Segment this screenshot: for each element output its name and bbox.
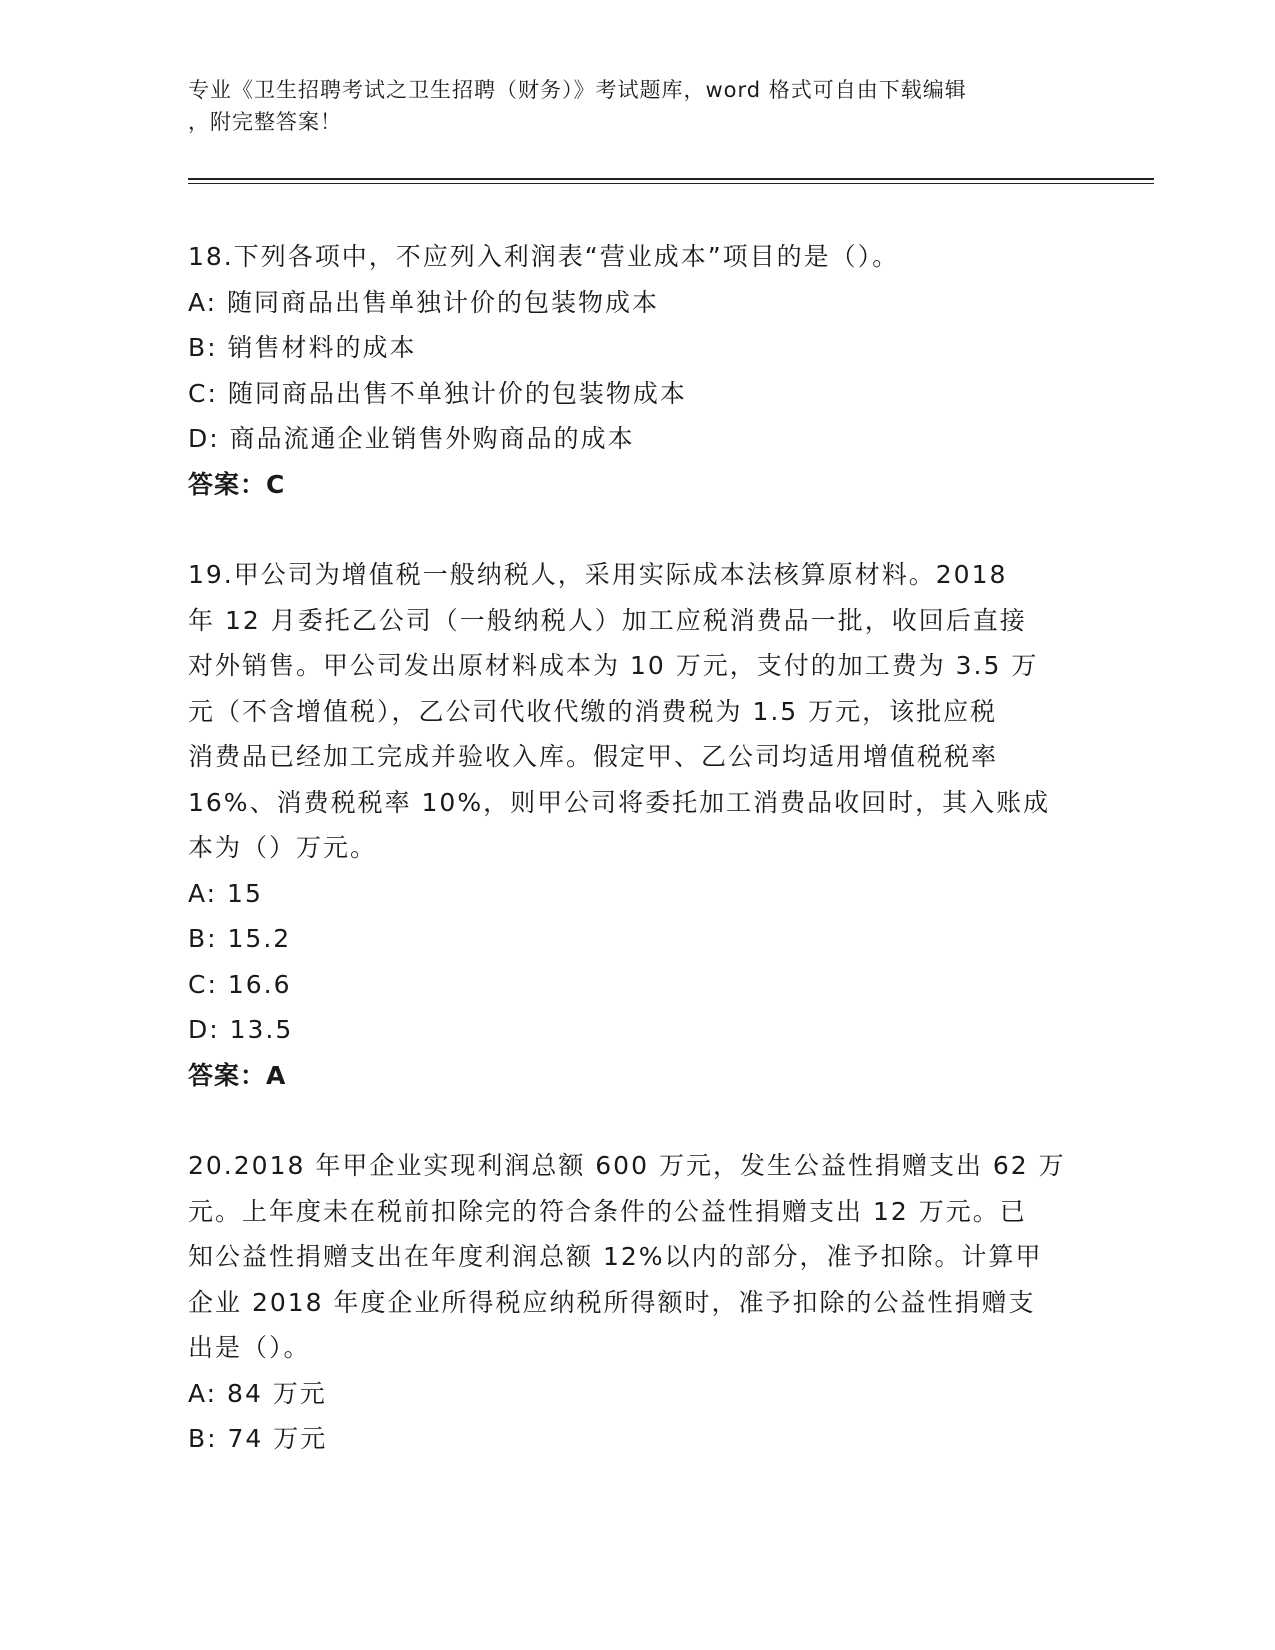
document-header bbox=[188, 74, 1068, 138]
answer: 答案：A bbox=[188, 1060, 287, 1090]
question-18 bbox=[188, 234, 1088, 507]
stem-line: 出是（）。 bbox=[188, 1333, 311, 1362]
option-b: B: 15.2 bbox=[188, 924, 292, 953]
option-b: B: 74 万元 bbox=[188, 1424, 328, 1453]
stem-line: 20.2018 年甲企业实现利润总额 600 万元，发生公益性捐赠支出 62 万 bbox=[188, 1151, 1066, 1180]
stem-line: 16%、消费税税率 10%，则甲公司将委托加工消费品收回时，其入账成 bbox=[188, 787, 1051, 817]
stem-line: 消费品已经加工完成并验收入库。假定甲、乙公司均适用增值税税率 bbox=[188, 742, 999, 771]
option-a: A: 84 万元 bbox=[188, 1378, 327, 1408]
header-divider-thick bbox=[188, 178, 1154, 180]
stem-line: 年 12 月委托乙公司（一般纳税人）加工应税消费品一批，收回后直接 bbox=[188, 605, 1027, 635]
stem-line: 知公益性捐赠支出在年度利润总额 12%以内的部分，准予扣除。计算甲 bbox=[188, 1242, 1043, 1271]
stem-line: 本为（）万元。 bbox=[188, 833, 378, 862]
option-a: A: 15 bbox=[188, 878, 263, 908]
stem-line: 企业 2018 年度企业所得税应纳税所得额时，准予扣除的公益性捐赠支 bbox=[188, 1287, 1036, 1317]
answer: 答案：C bbox=[188, 469, 286, 499]
header-line-1: 专业《卫生招聘考试之卫生招聘（财务）》考试题库，word 格式可自由下载编辑 bbox=[188, 78, 967, 102]
option-c: C: 随同商品出售不单独计价的包装物成本 bbox=[188, 378, 687, 408]
question-20 bbox=[188, 1143, 1088, 1462]
option-d: D: 商品流通企业销售外购商品的成本 bbox=[188, 424, 635, 453]
question-stem: 18.下列各项中，不应列入利润表“营业成本”项目的是（）。 bbox=[188, 242, 900, 271]
option-c: C: 16.6 bbox=[188, 969, 292, 999]
stem-line: 元。上年度未在税前扣除完的符合条件的公益性捐赠支出 12 万元。已 bbox=[188, 1196, 1027, 1226]
question-stem bbox=[188, 552, 1088, 871]
option-a: A: 随同商品出售单独计价的包装物成本 bbox=[188, 287, 660, 317]
spacer bbox=[188, 1098, 1088, 1143]
question-list bbox=[188, 234, 1088, 1462]
option-d: D: 13.5 bbox=[188, 1015, 294, 1044]
header-line-2: ，附完整答案！ bbox=[188, 110, 342, 134]
stem-line: 19.甲公司为增值税一般纳税人，采用实际成本法核算原材料。2018 bbox=[188, 560, 1008, 589]
option-b: B: 销售材料的成本 bbox=[188, 333, 417, 362]
spacer bbox=[188, 507, 1088, 552]
question-19 bbox=[188, 552, 1088, 1098]
stem-line: 元（不含增值税），乙公司代收代缴的消费税为 1.5 万元，该批应税 bbox=[188, 696, 998, 726]
header-divider-thin bbox=[188, 183, 1154, 184]
question-stem bbox=[188, 1143, 1088, 1371]
stem-line: 对外销售。甲公司发出原材料成本为 10 万元，支付的加工费为 3.5 万 bbox=[188, 651, 1039, 680]
